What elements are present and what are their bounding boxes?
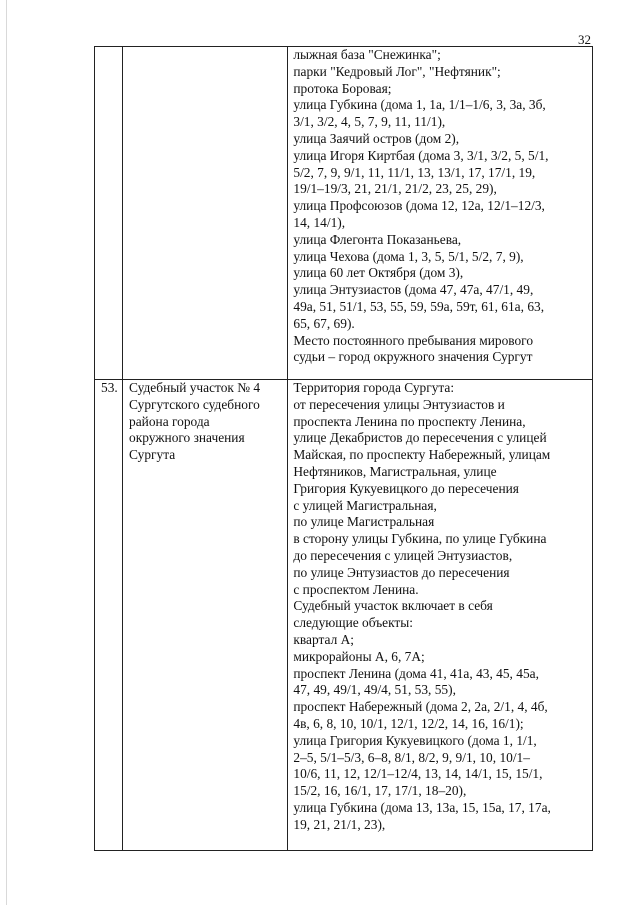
text-line: с проспектом Ленина.: [293, 581, 419, 597]
text-line: 19, 21, 21/1, 23),: [293, 816, 386, 832]
territory-cell: [288, 47, 593, 380]
text-line: проспект Набережный (дома 2, 2а, 2/1, 4, 4б,: [293, 699, 548, 715]
text-line: по улице Энтузиастов до пересечения: [293, 564, 510, 580]
row-number: 53.: [101, 380, 118, 395]
text-line: 19/1–19/3, 21, 21/1, 21/2, 23, 25, 29),: [293, 181, 497, 197]
text-line: от пересечения улицы Энтузиастов и: [293, 396, 505, 412]
row-number-cell: [95, 47, 123, 380]
text-line: в сторону улицы Губкина, по улице Губкина: [293, 531, 547, 547]
row-number-cell: [95, 380, 123, 851]
text-line: судьи – город окружного значения Сургут: [293, 349, 533, 365]
table-row: [95, 47, 593, 380]
territory-cell: [288, 380, 593, 851]
text-line: окружного значения: [129, 430, 245, 446]
text-line: улица Профсоюзов (дома 12, 12а, 12/1–12/3,: [293, 198, 545, 214]
text-line: Нефтяников, Магистральная, улице: [293, 463, 497, 479]
text-line: Место постоянного пребывания мирового: [293, 332, 534, 348]
district-name-cell: [123, 380, 288, 851]
text-line: до пересечения с улицей Энтузиастов,: [293, 547, 513, 563]
text-line: улица Флегонта Показаньева,: [293, 231, 462, 247]
text-line: Территория города Сургута:: [293, 380, 455, 395]
text-line: 14, 14/1),: [293, 214, 346, 230]
text-line: Судебный участок включает в себя: [293, 598, 493, 614]
text-line: по улице Магистральная: [293, 514, 435, 530]
text-line: улица Григория Кукуевицкого (дома 1, 1/1,: [293, 732, 537, 748]
text-line: с улицей Магистральная,: [293, 497, 437, 513]
scan-edge-line: [6, 0, 7, 905]
text-line: проспект Ленина (дома 41, 41а, 43, 45, 45а,: [293, 665, 539, 681]
text-line: следующие объекты:: [293, 615, 413, 631]
text-line: улица 60 лет Октября (дом 3),: [293, 265, 464, 281]
text-line: улица Губкина (дома 13, 13а, 15, 15а, 17, 17а,: [293, 799, 551, 815]
text-line: 15/2, 16, 16/1, 17, 17/1, 18–20),: [293, 783, 467, 799]
page-number: 32: [578, 32, 591, 47]
text-line: района города: [129, 413, 210, 429]
text-line: 2–5, 5/1–5/3, 6–8, 8/1, 8/2, 9, 9/1, 10, 10/1–: [293, 749, 530, 765]
text-line: Сургутского судебного: [129, 396, 260, 412]
text-line: проспекта Ленина по проспекту Ленина,: [293, 413, 526, 429]
text-line: Судебный участок № 4: [129, 380, 261, 395]
text-line: улица Губкина (дома 1, 1а, 1/1–1/6, 3, 3а, 3б,: [293, 97, 546, 113]
text-line: микрорайоны А, 6, 7А;: [293, 648, 425, 664]
text-line: улица Заячий остров (дом 2),: [293, 130, 460, 146]
text-line: улица Игоря Киртбая (дома 3, 3/1, 3/2, 5, 5/1,: [293, 147, 549, 163]
text-line: 3/1, 3/2, 4, 5, 7, 9, 11, 11/1),: [293, 114, 446, 130]
district-name-cell: [123, 47, 288, 380]
text-line: улица Чехова (дома 1, 3, 5, 5/1, 5/2, 7, 9),: [293, 248, 524, 264]
text-line: 49а, 51, 51/1, 53, 55, 59, 59а, 59т, 61, 61а, 63,: [293, 298, 545, 314]
text-line: Сургута: [129, 447, 176, 463]
text-line: квартал А;: [293, 631, 354, 647]
text-line: 4в, 6, 8, 10, 10/1, 12/1, 12/2, 14, 16, 16/1);: [293, 715, 524, 731]
text-line: 47, 49, 49/1, 49/4, 51, 53, 55),: [293, 682, 456, 698]
text-line: Григория Кукуевицкого до пересечения: [293, 480, 519, 496]
text-line: 5/2, 7, 9, 9/1, 11, 11/1, 13, 13/1, 17, 17/1, 19,: [293, 164, 536, 180]
table-row: [95, 380, 593, 851]
text-line: Майская, по проспекту Набережный, улицам: [293, 447, 551, 463]
court-district-table: [94, 46, 593, 851]
text-line: улица Энтузиастов (дома 47, 47а, 47/1, 49,: [293, 282, 534, 298]
text-line: лыжная база "Снежинка";: [293, 47, 441, 62]
text-line: протока Боровая;: [293, 80, 392, 96]
text-line: 65, 67, 69).: [293, 315, 355, 331]
text-line: улице Декабристов до пересечения с улицей: [293, 430, 547, 446]
text-line: 10/6, 11, 12, 12/1–12/4, 13, 14, 14/1, 15, 15/1,: [293, 766, 543, 782]
text-line: парки "Кедровый Лог", "Нефтяник";: [293, 63, 501, 79]
